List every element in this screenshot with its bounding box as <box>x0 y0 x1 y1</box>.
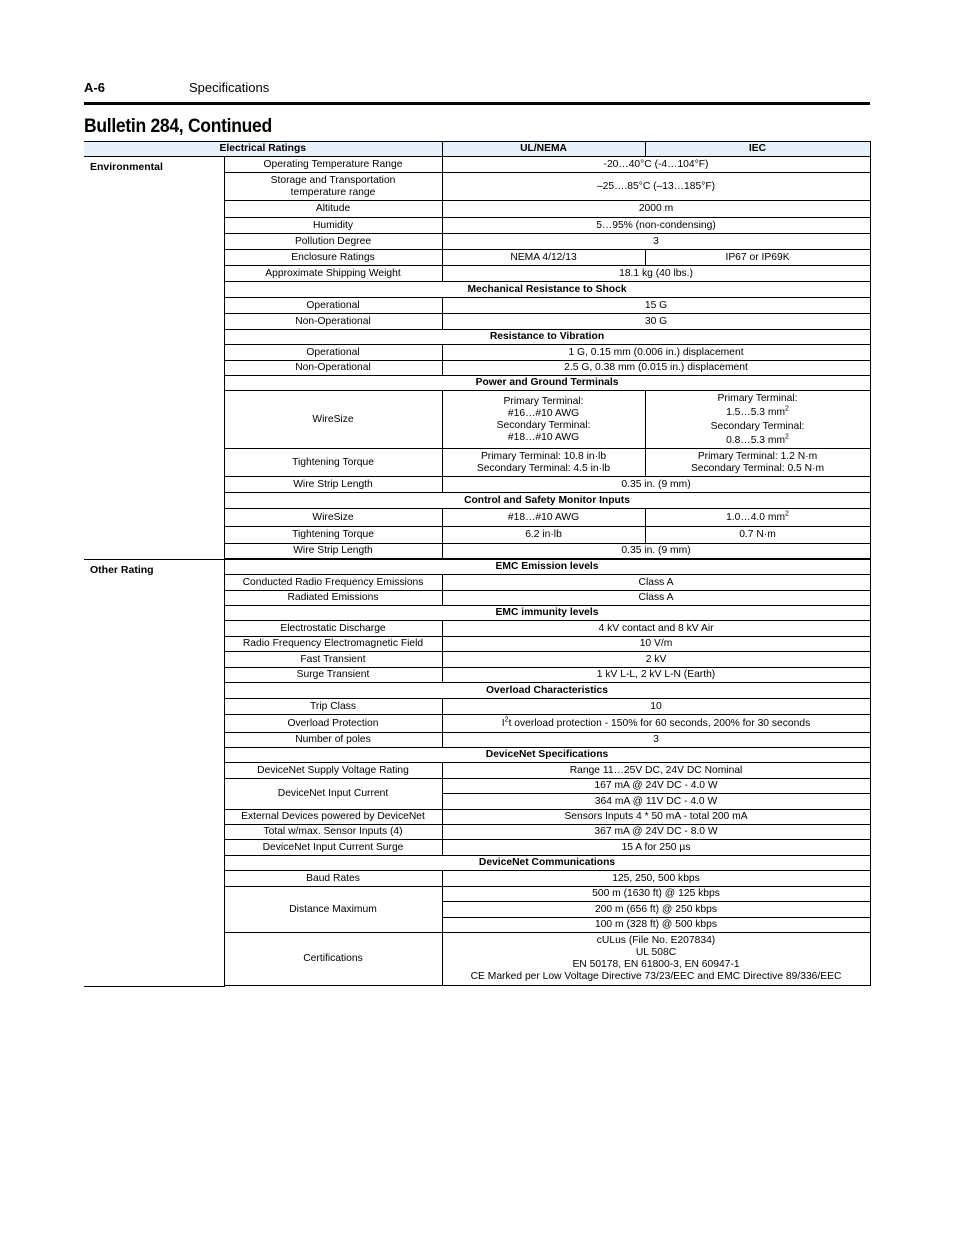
row-value-iec: 1.0…4.0 $mm^2$ <box>645 509 870 527</box>
row-value: 364 mA @ 11V DC - 4.0 W <box>442 794 870 810</box>
category-environmental: Environmental <box>84 157 224 560</box>
subsection-title: Power and Ground Terminals <box>224 376 870 391</box>
header-rule <box>84 102 870 105</box>
row-value: 3 <box>442 733 870 748</box>
row-value-iec: Primary Terminal: 1.2 N·m Secondary Terminal: 0.5 N·m <box>645 449 870 477</box>
row-value: 3 <box>442 234 870 250</box>
section-name: Specifications <box>189 80 270 95</box>
row-label: Non-Operational <box>224 314 442 330</box>
row-value: 10 <box>442 699 870 715</box>
table-row <box>84 560 870 575</box>
row-value: Class A <box>442 575 870 591</box>
row-label: Wire Strip Length <box>224 477 442 493</box>
row-label: Operational <box>224 345 442 361</box>
row-label: Radio Frequency Electromagnetic Field <box>224 637 442 652</box>
row-label: External Devices powered by DeviceNet <box>224 810 442 825</box>
row-label: Distance Maximum <box>224 887 442 933</box>
row-value: –25….85°C (–13…185°F) <box>442 173 870 201</box>
row-label: Fast Transient <box>224 652 442 668</box>
category-other-rating: Other Rating <box>84 560 224 987</box>
row-value: 200 m (656 ft) @ 250 kbps <box>442 902 870 918</box>
row-label: Total w/max. Sensor Inputs (4) <box>224 825 442 840</box>
row-value: cULus (File No. E207834) UL 508C EN 50178, EN 61800-3, EN 60947-1 CE Marked per Low Voltage Directive 73/23/EEC and EMC Directive 89/336/EEC <box>442 933 870 986</box>
row-value-iec: IP67 or IP69K <box>645 250 870 266</box>
subsection-title: Overload Characteristics <box>224 683 870 699</box>
row-label: Number of poles <box>224 733 442 748</box>
row-label: DeviceNet Input Current <box>224 779 442 810</box>
subsection-title: EMC Emission levels <box>224 560 870 575</box>
row-value: 18.1 kg (40 lbs.) <box>442 266 870 282</box>
header-ul: UL/NEMA <box>442 142 645 157</box>
row-value: $I^2t$ overload protection - 150% for 60 seconds, 200% for 30 seconds <box>442 715 870 733</box>
row-value: 0.35 in. (9 mm) <box>442 477 870 493</box>
row-label: Radiated Emissions <box>224 591 442 606</box>
row-value-iec: Primary Terminal: 1.5…5.3 $mm^2$ Secondary Terminal: 0.8…5.3 $mm^2$ <box>645 391 870 449</box>
row-value: 167 mA @ 24V DC - 4.0 W <box>442 779 870 794</box>
row-value: 2 kV <box>442 652 870 668</box>
row-label: DeviceNet Supply Voltage Rating <box>224 763 442 779</box>
row-label: Baud Rates <box>224 871 442 887</box>
row-label: Altitude <box>224 201 442 218</box>
row-label: DeviceNet Input Current Surge <box>224 840 442 856</box>
row-label: Electrostatic Discharge <box>224 621 442 637</box>
subsection-title: Control and Safety Monitor Inputs <box>224 493 870 509</box>
page-title: Bulletin 284, Continued <box>84 116 272 137</box>
row-value: 2.5 G, 0.38 mm (0.015 in.) displacement <box>442 361 870 376</box>
row-value-iec: 0.7 N·m <box>645 527 870 544</box>
row-label: Certifications <box>224 933 442 986</box>
row-label: Enclosure Ratings <box>224 250 442 266</box>
header-ratings: Electrical Ratings <box>84 142 442 157</box>
row-value: Range 11…25V DC, 24V DC Nominal <box>442 763 870 779</box>
row-value: 5…95% (non-condensing) <box>442 218 870 234</box>
page-number: A-6 <box>84 80 105 95</box>
subsection-title: Mechanical Resistance to Shock <box>224 282 870 298</box>
row-label: Tightening Torque <box>224 449 442 477</box>
row-value-ul: Primary Terminal: 10.8 in·lb Secondary Terminal: 4.5 in·lb <box>442 449 645 477</box>
row-label: Trip Class <box>224 699 442 715</box>
row-value: Class A <box>442 591 870 606</box>
row-label: Storage and Transportation temperature range <box>224 173 442 201</box>
row-label: Operational <box>224 298 442 314</box>
row-label: Surge Transient <box>224 668 442 683</box>
row-label: Overload Protection <box>224 715 442 733</box>
row-value: 4 kV contact and 8 kV Air <box>442 621 870 637</box>
page-header <box>84 80 270 95</box>
row-label: Pollution Degree <box>224 234 442 250</box>
row-label: Wire Strip Length <box>224 544 442 559</box>
row-value: 15 A for 250 µs <box>442 840 870 856</box>
row-value: 2000 m <box>442 201 870 218</box>
row-value: 500 m (1630 ft) @ 125 kbps <box>442 887 870 902</box>
row-label: Non-Operational <box>224 361 442 376</box>
row-value: 15 G <box>442 298 870 314</box>
spec-table <box>84 141 871 987</box>
row-value: 367 mA @ 24V DC - 8.0 W <box>442 825 870 840</box>
row-value-ul: NEMA 4/12/13 <box>442 250 645 266</box>
row-value: 0.35 in. (9 mm) <box>442 544 870 559</box>
row-value: 1 G, 0.15 mm (0.006 in.) displacement <box>442 345 870 361</box>
table-row <box>84 157 870 173</box>
row-value: -20…40°C (-4…104°F) <box>442 157 870 173</box>
subsection-title: Resistance to Vibration <box>224 330 870 345</box>
row-label: Approximate Shipping Weight <box>224 266 442 282</box>
row-value: 1 kV L-L, 2 kV L-N (Earth) <box>442 668 870 683</box>
row-label: WireSize <box>224 509 442 527</box>
subsection-title: DeviceNet Communications <box>224 856 870 871</box>
row-label: Tightening Torque <box>224 527 442 544</box>
table-header-row <box>84 142 870 157</box>
header-iec: IEC <box>645 142 870 157</box>
row-value: 10 V/m <box>442 637 870 652</box>
row-label: Humidity <box>224 218 442 234</box>
row-label: Operating Temperature Range <box>224 157 442 173</box>
subsection-title: DeviceNet Specifications <box>224 748 870 763</box>
spacer-row <box>84 986 870 987</box>
row-value: 30 G <box>442 314 870 330</box>
row-label: WireSize <box>224 391 442 449</box>
row-label: Conducted Radio Frequency Emissions <box>224 575 442 591</box>
row-value: 125, 250, 500 kbps <box>442 871 870 887</box>
row-value-ul: 6.2 in·lb <box>442 527 645 544</box>
row-value-ul: #18…#10 AWG <box>442 509 645 527</box>
row-value: Sensors Inputs 4 * 50 mA - total 200 mA <box>442 810 870 825</box>
subsection-title: EMC immunity levels <box>224 606 870 621</box>
row-value: 100 m (328 ft) @ 500 kbps <box>442 918 870 933</box>
row-value-ul: Primary Terminal: #16…#10 AWG Secondary Terminal: #18…#10 AWG <box>442 391 645 449</box>
